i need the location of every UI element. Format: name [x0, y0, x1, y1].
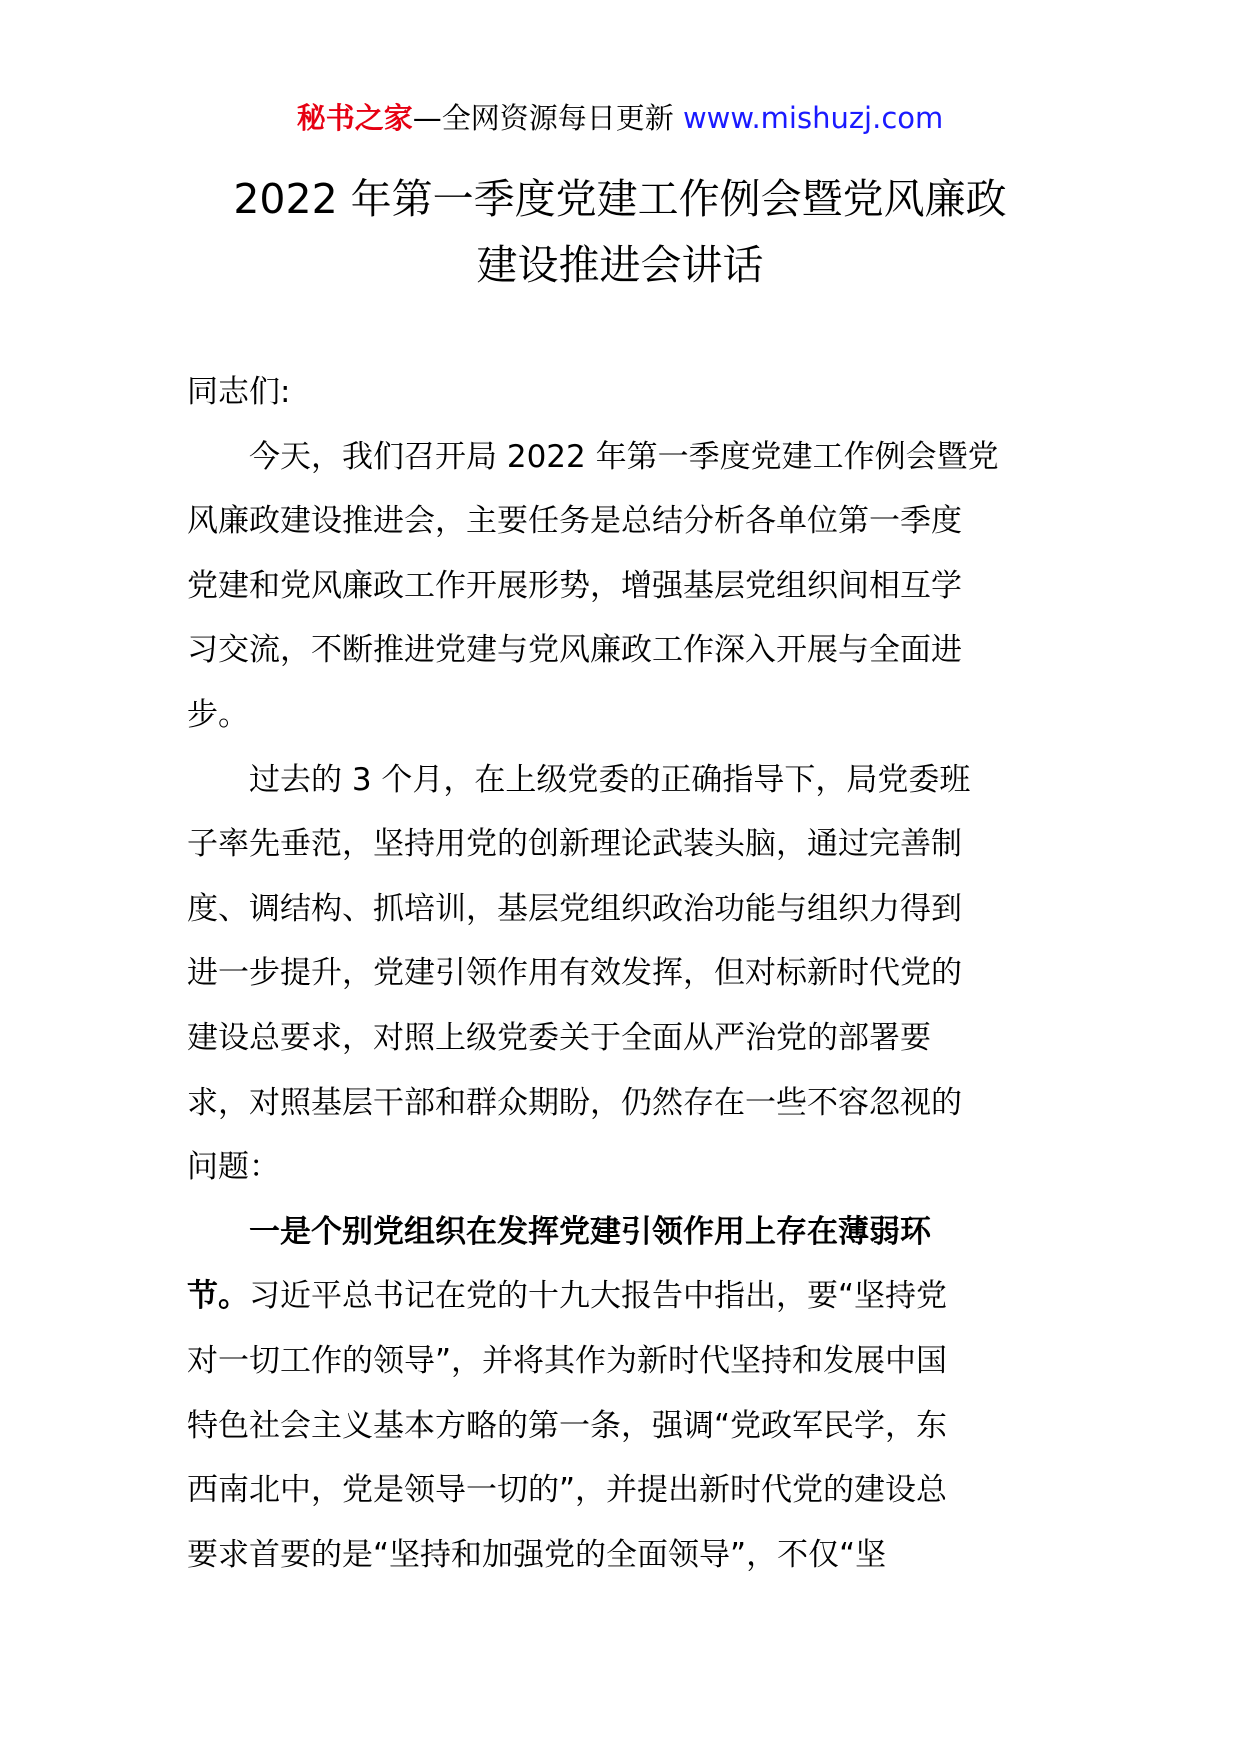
- title-line-2: 建设推进会讲话: [476, 241, 764, 289]
- paragraph-1-line: 风廉政建设推进会，主要任务是总结分析各单位第一季度: [187, 503, 962, 540]
- document-title: [150, 166, 1090, 298]
- paragraph-2-line: 建设总要求，对照上级党委关于全面从严治党的部署要: [187, 1019, 931, 1056]
- paragraph-1-line: 今天，我们召开局 2022 年第一季度党建工作例会暨党: [187, 438, 999, 475]
- paragraph-3-line: 特色社会主义基本方略的第一条，强调“党政军民学，东: [187, 1407, 948, 1444]
- paragraph-3-heading: 一是个别党组织在发挥党建引领作用上存在薄弱环: [187, 1213, 931, 1250]
- banner-tagline: —全网资源每日更新: [412, 101, 683, 135]
- paragraph-2-line: 求，对照基层干部和群众期盼，仍然存在一些不容忽视的: [187, 1084, 962, 1121]
- paragraph-2-line: 子率先垂范，坚持用党的创新理论武装头脑，通过完善制: [187, 826, 962, 863]
- site-banner: [0, 98, 1240, 138]
- paragraph-2-line: 进一步提升，党建引领作用有效发挥，但对标新时代党的: [187, 955, 962, 992]
- paragraph-2-line: 过去的 3 个月，在上级党委的正确指导下，局党委班: [187, 761, 971, 798]
- paragraph-3-heading-end: 节。: [187, 1278, 249, 1315]
- paragraph-3-line: 对一切工作的领导”，并将其作为新时代坚持和发展中国: [187, 1342, 948, 1379]
- paragraph-3-line: 西南北中，党是领导一切的”，并提出新时代党的建设总: [187, 1472, 948, 1509]
- paragraph-3-line: 要求首要的是“坚持和加强党的全面领导”，不仅“坚: [187, 1536, 887, 1573]
- paragraph-3-line: [187, 1264, 1057, 1329]
- greeting: 同志们:: [187, 374, 291, 410]
- site-url-link[interactable]: www.mishuzj.com: [682, 101, 944, 135]
- title-line-1: 2022 年第一季度党建工作例会暨党风廉政: [233, 175, 1007, 223]
- brand-name: 秘书之家: [296, 101, 413, 135]
- paragraph-1-line: 党建和党风廉政工作开展形势，增强基层党组织间相互学: [187, 567, 962, 604]
- paragraph-2-line: 问题：: [187, 1149, 280, 1186]
- paragraph-1-line: 步。: [187, 696, 249, 733]
- paragraph-2-line: 度、调结构、抓培训，基层党组织政治功能与组织力得到: [187, 890, 962, 927]
- document-body: [187, 360, 1057, 1587]
- paragraph-3-text: 习近平总书记在党的十九大报告中指出，要“坚持党: [249, 1278, 948, 1315]
- paragraph-1-line: 习交流，不断推进党建与党风廉政工作深入开展与全面进: [187, 632, 962, 669]
